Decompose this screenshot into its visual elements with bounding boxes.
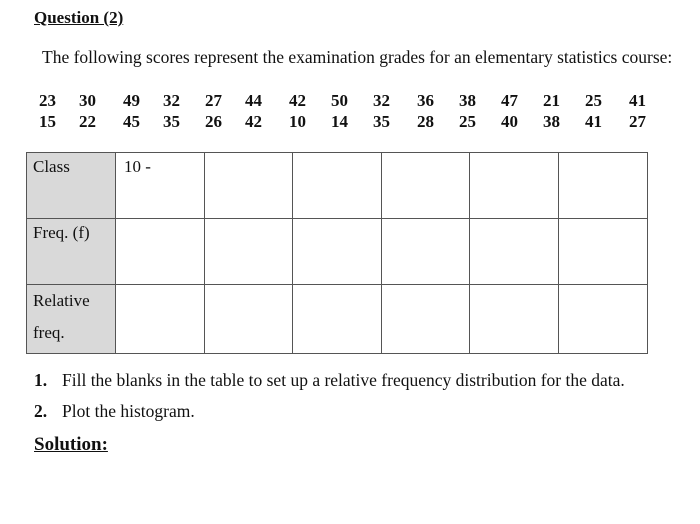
relative-freq-cell[interactable] [559,285,648,354]
score: 32 [163,90,180,110]
scores-grid [34,90,646,132]
relative-freq-cell[interactable] [470,285,559,354]
class-cell[interactable] [293,153,382,219]
score: 10 [289,111,306,131]
instruction-text: Fill the blanks in the table to set up a relative frequency distribution for the data. [62,370,625,390]
freq-cell[interactable] [116,219,205,285]
score: 35 [163,111,180,131]
freq-cell[interactable] [293,219,382,285]
relative-freq-header-line2: freq. [33,323,65,342]
relative-freq-header [27,285,116,354]
instruction-list [34,368,684,430]
instruction-item [34,368,684,399]
relative-freq-row [27,285,648,354]
instruction-number: 2. [34,401,48,421]
score: 25 [459,111,476,131]
freq-cell[interactable] [470,219,559,285]
score: 50 [331,90,348,110]
scores-row-1 [34,90,646,111]
scores-row-2 [34,111,646,132]
score: 42 [245,111,262,131]
class-cell[interactable] [559,153,648,219]
class-cell[interactable]: 10 - [116,153,205,219]
score: 27 [205,90,222,110]
instruction-text: Plot the histogram. [62,401,195,421]
freq-cell[interactable] [205,219,293,285]
class-cell[interactable] [470,153,559,219]
score: 30 [79,90,96,110]
class-cell[interactable] [205,153,293,219]
score: 22 [79,111,96,131]
score: 35 [373,111,390,131]
relative-freq-header-line1: Relative [33,291,90,310]
score: 41 [585,111,602,131]
question-title: Question (2) [34,8,124,27]
score: 40 [501,111,518,131]
freq-cell[interactable] [559,219,648,285]
frequency-table [26,152,648,354]
freq-header: Freq. (f) [27,219,116,285]
intro-text: The following scores represent the examination grades for an elementary statistics course: [42,47,673,67]
score: 27 [629,111,646,131]
relative-freq-cell[interactable] [116,285,205,354]
score: 47 [501,90,518,110]
score: 42 [289,90,306,110]
score: 28 [417,111,434,131]
score: 23 [39,90,56,110]
score: 38 [459,90,476,110]
class-row [27,153,648,219]
score: 25 [585,90,602,110]
score: 21 [543,90,560,110]
score: 15 [39,111,56,131]
score: 26 [205,111,222,131]
score: 44 [245,90,262,110]
class-cell[interactable] [382,153,470,219]
score: 41 [629,90,646,110]
score: 32 [373,90,390,110]
relative-freq-cell[interactable] [293,285,382,354]
relative-freq-cell[interactable] [382,285,470,354]
freq-row [27,219,648,285]
class-header: Class [27,153,116,219]
solution-label: Solution: [34,434,108,455]
score: 49 [123,90,140,110]
score: 38 [543,111,560,131]
freq-cell[interactable] [382,219,470,285]
instruction-number: 1. [34,370,48,390]
score: 45 [123,111,140,131]
instruction-item [34,399,684,430]
relative-freq-cell[interactable] [205,285,293,354]
score: 14 [331,111,348,131]
score: 36 [417,90,434,110]
